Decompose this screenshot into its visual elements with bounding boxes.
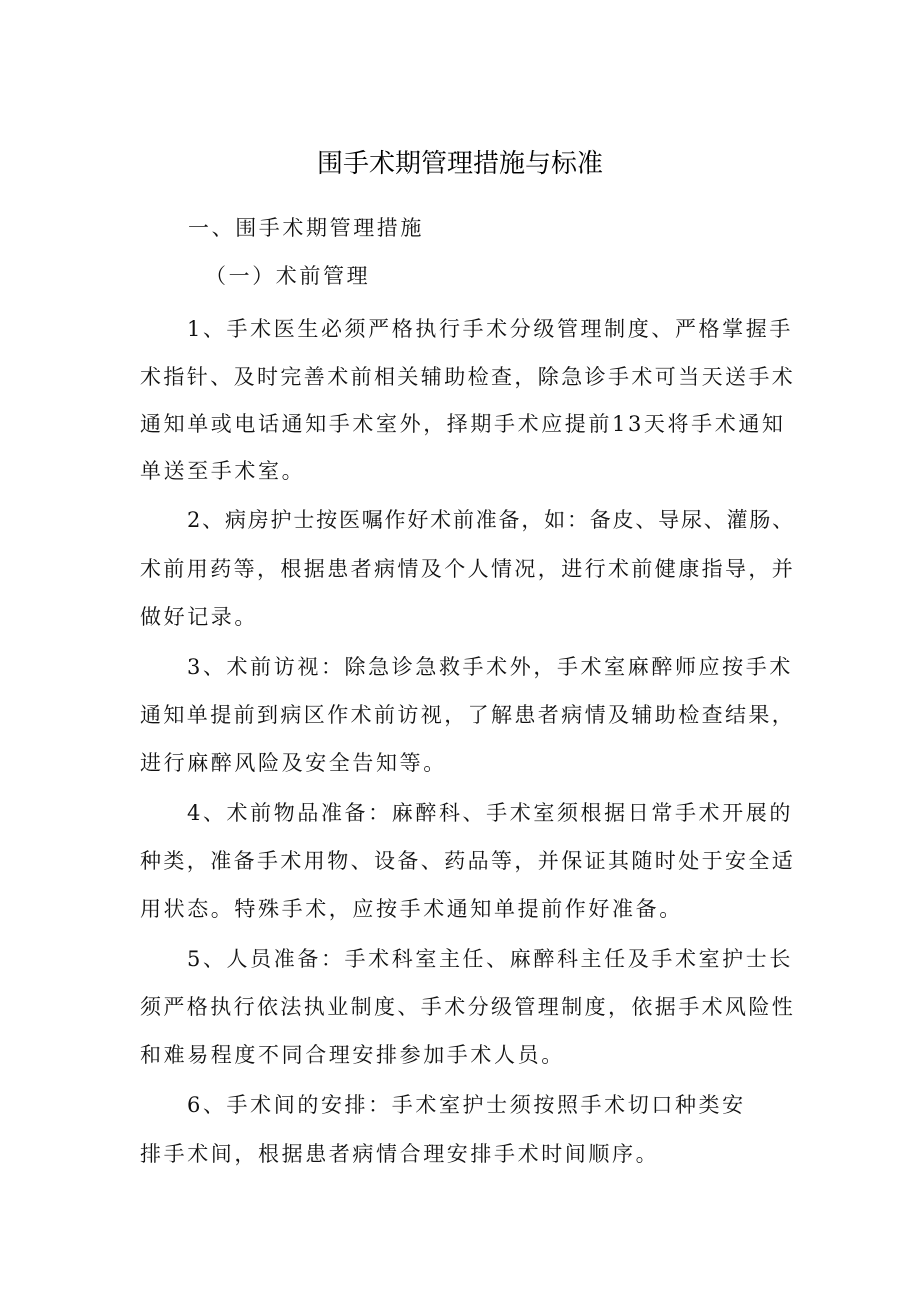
paragraph-5-line-2: 须严格执行依法执业制度、手术分级管理制度，依据手术风险性 xyxy=(140,995,796,1019)
paragraph-1-line-1: 1、手术医生必须严格执行手术分级管理制度、严格掌握手 xyxy=(187,317,793,341)
paragraph-6-line-2: 排手术间，根据患者病情合理安排手术时间顺序。 xyxy=(140,1142,660,1166)
page-title: 围手术期管理措施与标准 xyxy=(316,149,603,179)
subsection-heading: （一）术前管理 xyxy=(205,264,371,288)
paragraph-4-line-1: 4、术前物品准备：麻醉科、手术室须根据日常手术开展的 xyxy=(187,801,793,825)
paragraph-4-line-3: 用状态。特殊手术，应按手术通知单提前作好准备。 xyxy=(140,897,683,921)
section-heading: 一、围手术期管理措施 xyxy=(188,216,424,240)
paragraph-1-line-2: 术指针、及时完善术前相关辅助检查，除急诊手术可当天送手术 xyxy=(140,365,796,389)
paragraph-1-line-3: 通知单或电话通知手术室外，择期手术应提前13天将手术通知 xyxy=(140,412,786,436)
paragraph-3-line-2: 通知单提前到病区作术前访视，了解患者病情及辅助检查结果， xyxy=(140,703,796,727)
paragraph-2-line-2: 术前用药等，根据患者病情及个人情况，进行术前健康指导，并 xyxy=(140,557,796,581)
paragraph-5-line-1: 5、人员准备：手术科室主任、麻醉科主任及手术室护士长 xyxy=(187,947,793,971)
paragraph-1-line-4: 单送至手术室。 xyxy=(140,459,306,483)
paragraph-6-line-1: 6、手术间的安排：手术室护士须按照手术切口种类安 xyxy=(187,1093,746,1117)
paragraph-3-line-1: 3、术前访视：除急诊急救手术外，手术室麻醉师应按手术 xyxy=(187,655,793,679)
paragraph-4-line-2: 种类，准备手术用物、设备、药品等，并保证其随时处于安全适 xyxy=(140,849,796,873)
paragraph-2-line-1: 2、病房护士按医嘱作好术前准备，如：备皮、导尿、灌肠、 xyxy=(187,508,795,532)
paragraph-3-line-3: 进行麻醉风险及安全告知等。 xyxy=(140,751,447,775)
paragraph-5-line-3: 和难易程度不同合理安排参加手术人员。 xyxy=(140,1043,565,1067)
paragraph-2-line-3: 做好记录。 xyxy=(140,605,258,629)
